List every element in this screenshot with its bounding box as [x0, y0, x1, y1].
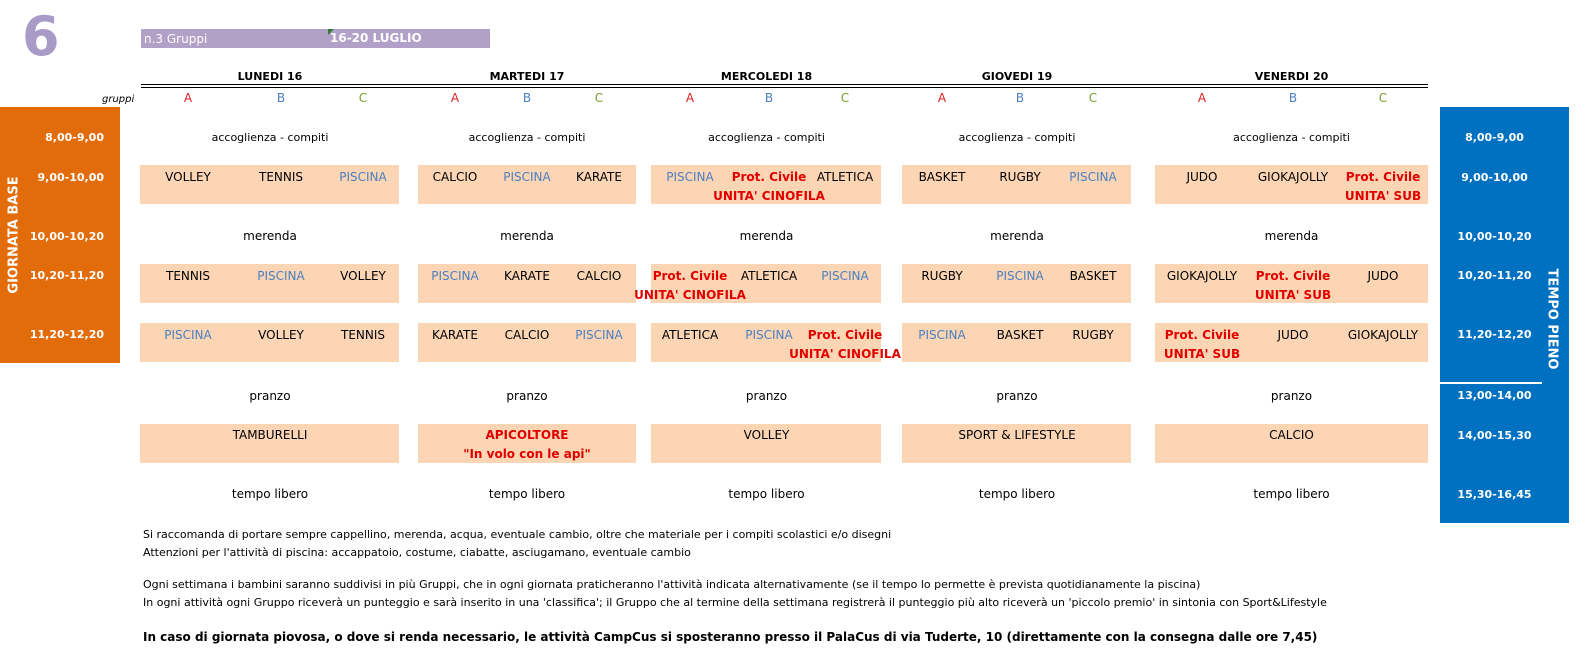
activity-cell: Prot. Civile [1255, 269, 1331, 283]
note-line: Si raccomanda di portare sempre cappellino, merenda, acqua, eventuale cambio, oltre che materiale per i compiti scolastici e/o disegni [143, 528, 892, 541]
full-time-slot: 9,00-10,00 [1461, 171, 1528, 184]
base-time-slot: 9,00-10,00 [37, 171, 104, 184]
activity-cell: CALCIO [432, 170, 478, 184]
afternoon-activity: VOLLEY [743, 428, 790, 442]
afternoon-activity: CALCIO [1269, 428, 1314, 442]
day-header-wednesday: MERCOLEDI 18 [720, 70, 813, 83]
activity-cell: PISCINA [164, 328, 212, 342]
full-time-slot: 13,00-14,00 [1457, 389, 1532, 402]
activity-cell: RUGBY [921, 269, 963, 283]
activity-cell: RUGBY [1072, 328, 1114, 342]
activity-cell: ATLETICA [740, 269, 798, 283]
activity-cell: Prot. Civile [731, 170, 807, 184]
lunch-cell: pranzo [996, 389, 1038, 403]
activity-cell: CALCIO [576, 269, 622, 283]
full-time-slot: 10,20-11,20 [1457, 269, 1532, 282]
snack-cell: merenda [500, 229, 554, 243]
groups-count: n.3 Gruppi [144, 32, 208, 46]
activity-cell: TENNIS [340, 328, 386, 342]
activity-cell: PISCINA [257, 269, 305, 283]
activity-cell: PISCINA [575, 328, 623, 342]
group-letter-a: A [685, 91, 695, 105]
group-letter-c: C [1088, 91, 1098, 105]
activity-cell: PISCINA [918, 328, 966, 342]
activity-cell: VOLLEY [258, 328, 304, 342]
free-time-cell: tempo libero [1253, 487, 1330, 501]
activity-cell: KARATE [504, 269, 550, 283]
activity-subcell: UNITA' CINOFILA [713, 189, 825, 203]
activity-cell: JUDO [1367, 269, 1399, 283]
activity-subcell: UNITA' SUB [1163, 347, 1241, 361]
full-time-label: TEMPO PIENO [1544, 268, 1560, 370]
activity-cell: PISCINA [1069, 170, 1117, 184]
group-letter-b: B [276, 91, 286, 105]
welcome-cell: accoglienza - compiti [1233, 131, 1350, 144]
group-letter-a: A [450, 91, 460, 105]
rain-notice: In caso di giornata piovosa, o dove si renda necessario, le attività CampCus si sposteranno presso il PalaCus di via Tuderte, 10 (direttamente con la consegna dalle ore 7,45) [143, 630, 1318, 644]
activity-cell: PISCINA [996, 269, 1044, 283]
full-time-slot: 15,30-16,45 [1457, 488, 1532, 501]
activity-cell: VOLLEY [340, 269, 386, 283]
full-time-slot: 10,00-10,20 [1457, 230, 1532, 243]
base-day-label: GIORNATA BASE [6, 176, 22, 294]
free-time-cell: tempo libero [488, 487, 566, 501]
welcome-cell: accoglienza - compiti [468, 131, 586, 144]
activity-subcell: UNITA' SUB [1254, 288, 1332, 302]
activity-subcell: UNITA' SUB [1344, 189, 1422, 203]
activity-cell: Prot. Civile [807, 328, 883, 342]
activity-cell: Prot. Civile [652, 269, 728, 283]
group-letter-b: B [1288, 91, 1298, 105]
group-letter-c: C [358, 91, 368, 105]
group-letter-a: A [1197, 91, 1207, 105]
snack-cell: merenda [990, 229, 1044, 243]
group-letter-a: A [937, 91, 947, 105]
activity-cell: KARATE [576, 170, 622, 184]
activity-cell: JUDO [1186, 170, 1218, 184]
activity-cell: PISCINA [745, 328, 793, 342]
activity-cell: PISCINA [503, 170, 551, 184]
activity-cell: ATLETICA [816, 170, 874, 184]
activity-cell: PISCINA [339, 170, 387, 184]
day-header-monday: LUNEDI 16 [237, 70, 303, 83]
activity-cell: BASKET [918, 170, 966, 184]
activity-cell: VOLLEY [165, 170, 211, 184]
base-time-slot: 10,20-11,20 [29, 269, 104, 282]
free-time-cell: tempo libero [231, 487, 309, 501]
base-time-slot: 10,00-10,20 [29, 230, 104, 243]
activity-cell: JUDO [1277, 328, 1309, 342]
snack-cell: merenda [739, 229, 794, 243]
full-time-slot: 8,00-9,00 [1465, 131, 1524, 144]
free-time-cell: tempo libero [978, 487, 1056, 501]
group-letter-c: C [1378, 91, 1388, 105]
activity-cell: PISCINA [666, 170, 714, 184]
lunch-cell: pranzo [745, 389, 788, 403]
full-time-slot: 14,00-15,30 [1457, 429, 1532, 442]
activity-cell: Prot. Civile [1345, 170, 1421, 184]
week-number: 6 [22, 5, 60, 68]
base-time-slot: 11,20-12,20 [29, 328, 104, 341]
activity-cell: PISCINA [431, 269, 479, 283]
header-divider [141, 84, 1428, 85]
lunch-cell: pranzo [506, 389, 548, 403]
afternoon-activity: APICOLTORE [485, 428, 569, 442]
full-time-slot: 11,20-12,20 [1457, 328, 1532, 341]
group-letter-b: B [764, 91, 774, 105]
group-letter-b: B [1015, 91, 1025, 105]
group-letter-c: C [840, 91, 850, 105]
header-divider [141, 87, 1428, 88]
afternoon-activity-subtitle: "In volo con le api" [463, 447, 591, 461]
week-dates: 16-20 LUGLIO [330, 31, 422, 45]
note-line: Ogni settimana i bambini saranno suddivisi in più Gruppi, che in ogni giornata praticheranno l'attività indicata alternativamente (se il tempo lo permette è prevista quotidianamente la piscina) [143, 578, 1201, 591]
activity-cell: Prot. Civile [1164, 328, 1240, 342]
activity-cell: TENNIS [165, 269, 211, 283]
groups-label: gruppi [102, 94, 135, 105]
title-band [141, 29, 490, 48]
free-time-cell: tempo libero [728, 487, 805, 501]
activity-cell: BASKET [996, 328, 1044, 342]
group-letter-b: B [522, 91, 532, 105]
activity-subcell: UNITA' CINOFILA [789, 347, 901, 361]
group-letter-a: A [183, 91, 193, 105]
activity-cell: PISCINA [821, 269, 869, 283]
activity-cell: BASKET [1069, 269, 1117, 283]
lunch-cell: pranzo [1270, 389, 1313, 403]
activity-cell: GIOKAJOLLY [1257, 170, 1329, 184]
activity-subcell: UNITA' CINOFILA [634, 288, 746, 302]
activity-cell: GIOKAJOLLY [1166, 269, 1238, 283]
note-line: Attenzioni per l'attività di piscina: accappatoio, costume, ciabatte, asciugamano, eventuale cambio [143, 546, 691, 559]
note-line: In ogni attività ogni Gruppo riceverà un punteggio e sarà inserito in una 'classifica'; il Gruppo che al termine della settimana registrerà il punteggio più alto riceverà un 'piccolo premio' in sintonia con Sport&Lifestyle [143, 596, 1327, 609]
snack-cell: merenda [1264, 229, 1319, 243]
day-header-friday: VENERDI 20 [1254, 70, 1329, 83]
activity-cell: KARATE [432, 328, 478, 342]
band-divider [1440, 382, 1542, 384]
activity-cell: TENNIS [258, 170, 304, 184]
welcome-cell: accoglienza - compiti [958, 131, 1076, 144]
afternoon-activity: TAMBURELLI [232, 428, 308, 442]
activity-cell: ATLETICA [661, 328, 719, 342]
activity-cell: GIOKAJOLLY [1347, 328, 1419, 342]
welcome-cell: accoglienza - compiti [211, 131, 329, 144]
group-letter-c: C [594, 91, 604, 105]
base-time-slot: 8,00-9,00 [45, 131, 104, 144]
welcome-cell: accoglienza - compiti [708, 131, 825, 144]
afternoon-activity: SPORT & LIFESTYLE [958, 428, 1076, 442]
snack-cell: merenda [243, 229, 297, 243]
activity-cell: CALCIO [504, 328, 550, 342]
day-header-tuesday: MARTEDI 17 [489, 70, 565, 83]
day-header-thursday: GIOVEDI 19 [981, 70, 1053, 83]
lunch-cell: pranzo [249, 389, 291, 403]
activity-cell: RUGBY [999, 170, 1041, 184]
